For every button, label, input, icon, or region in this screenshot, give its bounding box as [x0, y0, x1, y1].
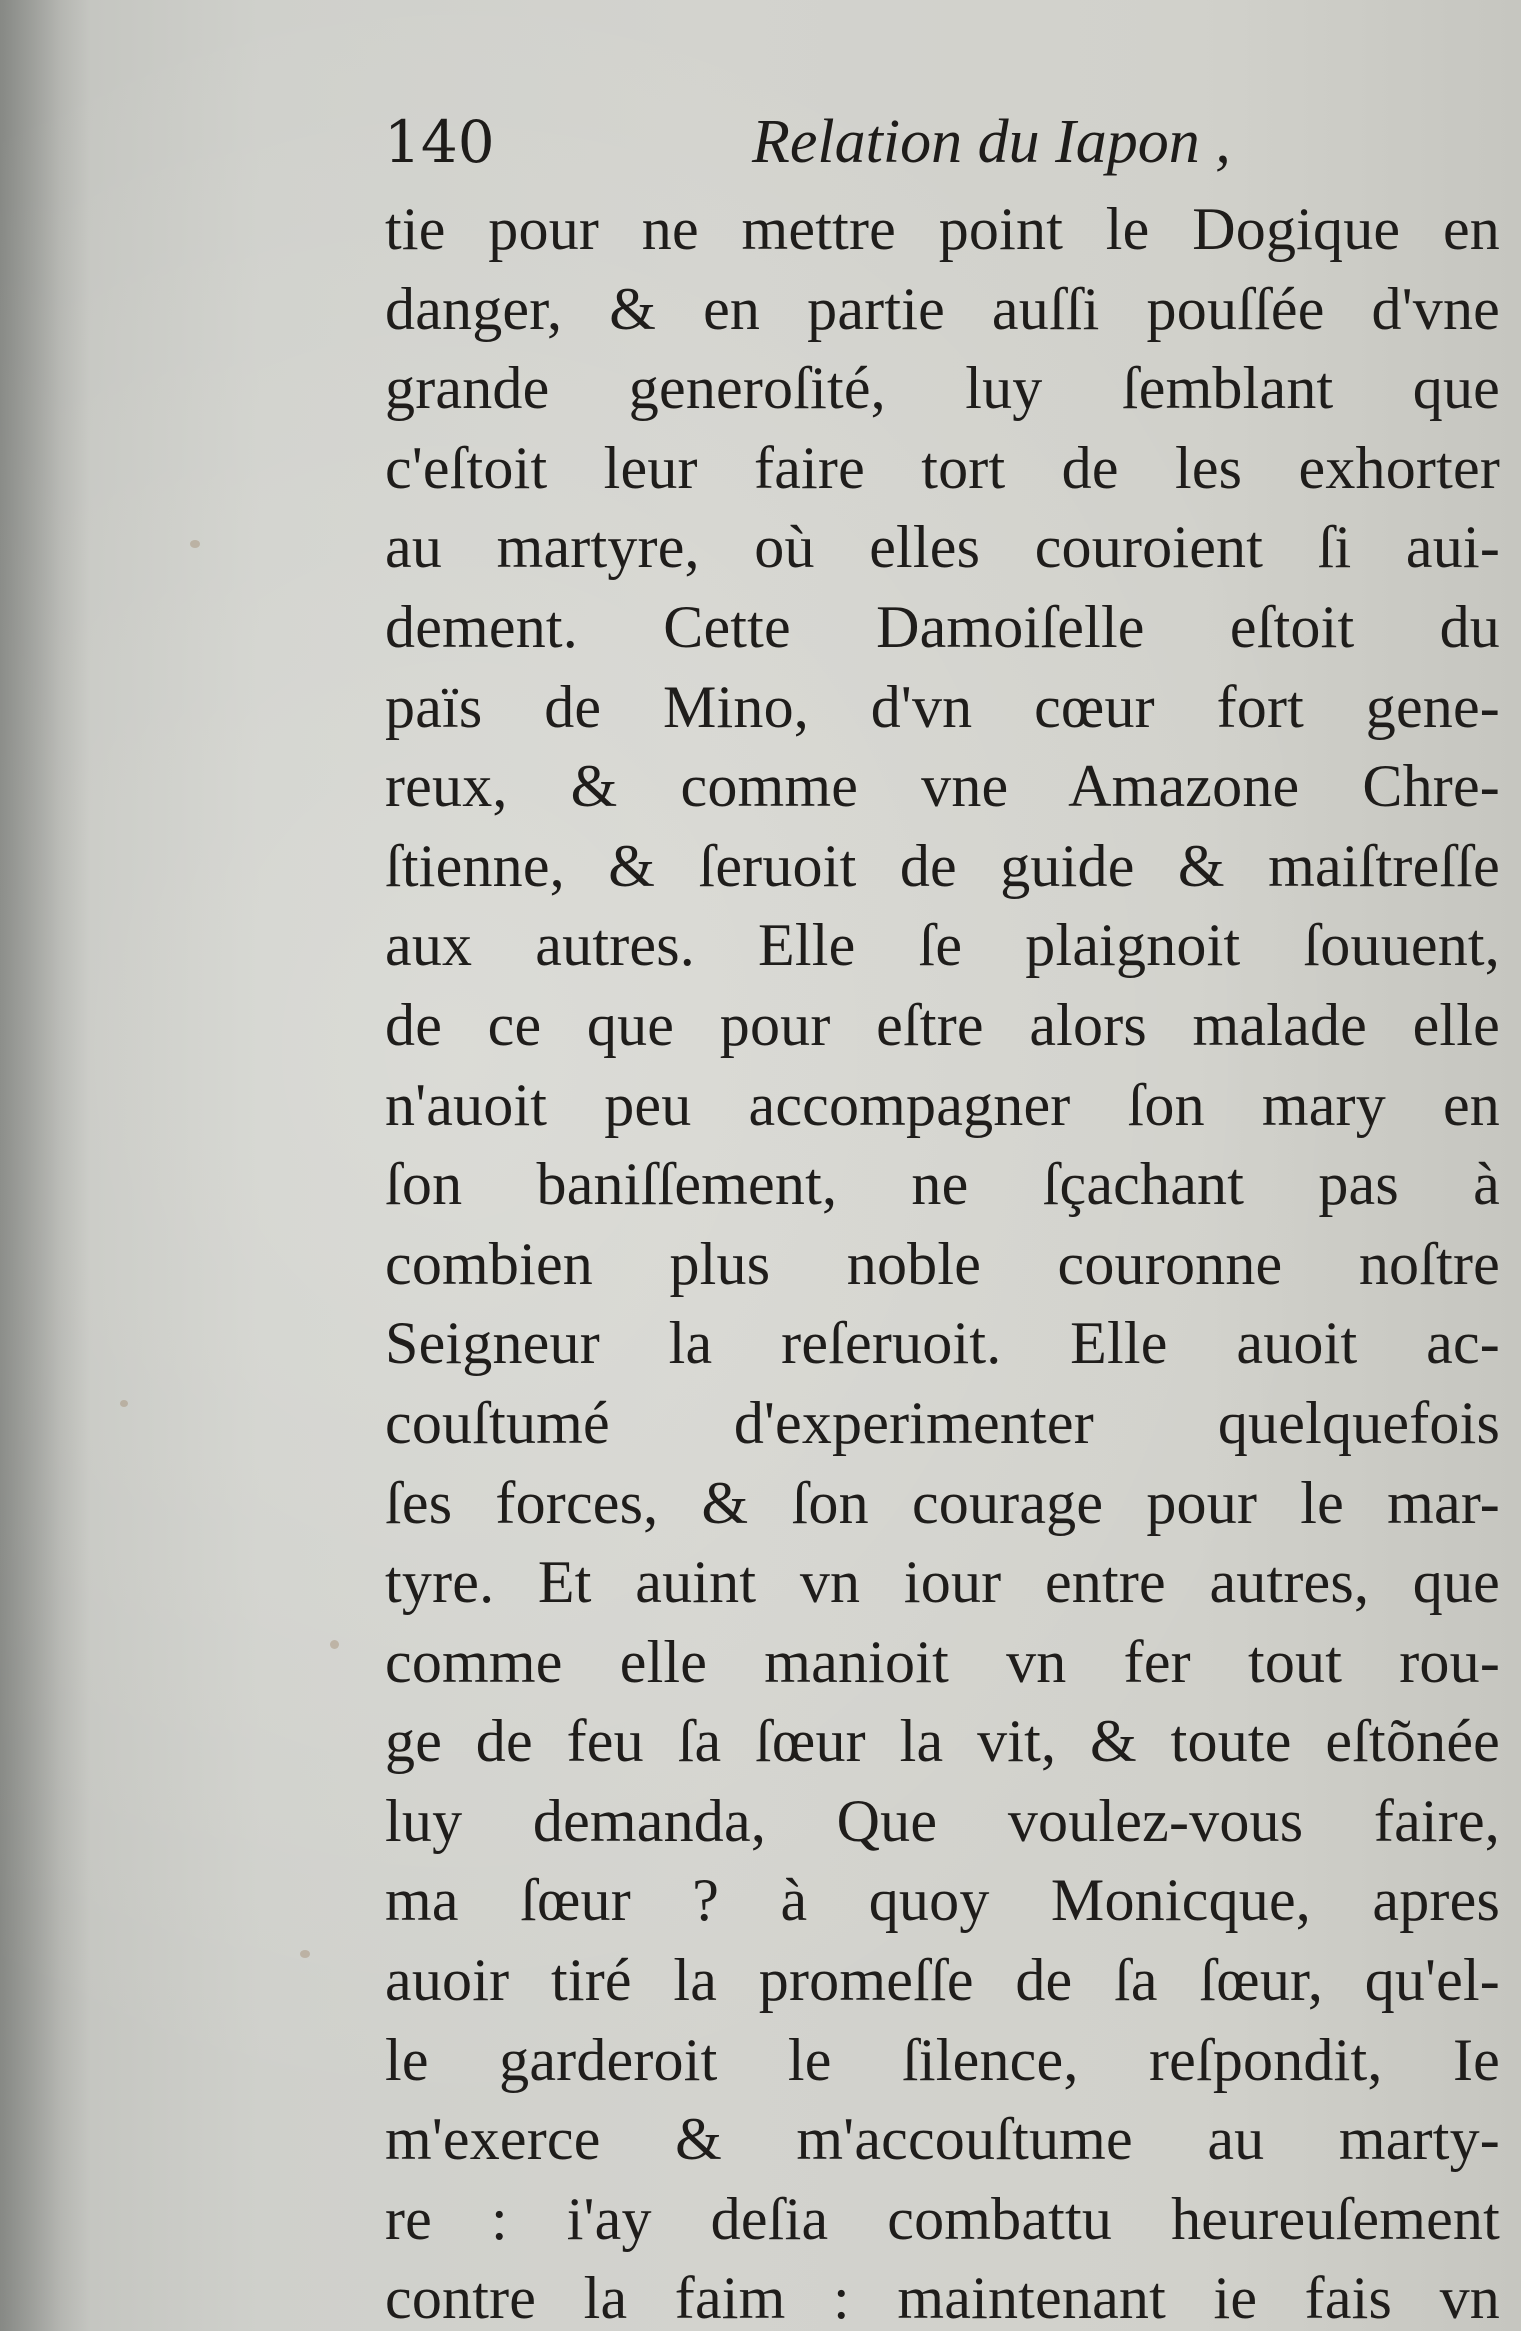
spine-shadow — [0, 0, 90, 2331]
running-header — [380, 100, 1500, 190]
paper-speck — [300, 1950, 310, 1958]
text-line: ſes forces, & ſon courage pour le mar- — [385, 1469, 1500, 1536]
text-line: n'auoit peu accompagner ſon mary en — [385, 1071, 1500, 1138]
text-line: païs de Mino, d'vn cœur fort gene- — [385, 673, 1500, 740]
text-line: c'eſtoit leur faire tort de les exhorter — [385, 434, 1500, 501]
text-line: combien plus noble couronne noſtre — [385, 1230, 1500, 1297]
text-line: dement. Cette Damoiſelle eſtoit du — [385, 593, 1500, 660]
text-line: Seigneur la reſeruoit. Elle auoit ac- — [385, 1310, 1500, 1377]
text-line: luy demanda, Que voulez-vous faire, — [385, 1787, 1500, 1854]
page-number: 140 — [384, 108, 495, 176]
text-line: aux autres. Elle ſe plaignoit ſouuent, — [385, 912, 1500, 979]
text-line: au martyre, où elles couroient ſi aui- — [385, 514, 1500, 581]
text-line: tie pour ne mettre point le Dogique en — [385, 196, 1500, 262]
text-line: auoir tiré la promeſſe de ſa ſœur, qu'el- — [385, 1947, 1500, 2014]
text-line: couſtumé d'experimenter quelquefois — [385, 1389, 1500, 1456]
paper-speck — [120, 1400, 128, 1407]
text-line: ſon baniſſement, ne ſçachant pas à — [385, 1151, 1500, 1218]
paper-speck — [330, 1640, 339, 1649]
running-title: Relation du Iapon , — [752, 108, 1231, 176]
body-text — [385, 190, 1500, 2331]
text-line: m'exerce & m'accouſtume au marty- — [385, 2106, 1500, 2173]
text-line: re : i'ay deſia combattu heureuſement — [385, 2185, 1500, 2252]
text-line: comme elle manioit vn fer tout rou- — [385, 1628, 1500, 1695]
text-line: tyre. Et auint vn iour entre autres, que — [385, 1549, 1500, 1616]
text-line: contre la faim : maintenant ie fais vn — [385, 2265, 1500, 2331]
text-line: reux, & comme vne Amazone Chre- — [385, 753, 1500, 820]
text-line: le garderoit le ſilence, reſpondit, Ie — [385, 2026, 1500, 2093]
text-line: danger, & en partie auſſi pouſſée d'vne — [385, 275, 1500, 342]
text-line: ſtienne, & ſeruoit de guide & maiſtreſſe — [385, 832, 1500, 899]
paper-speck — [190, 540, 200, 548]
text-line: ge de feu ſa ſœur la vit, & toute eſtõnée — [385, 1708, 1500, 1775]
text-line: de ce que pour eſtre alors malade elle — [385, 991, 1500, 1058]
text-line: ma ſœur ? à quoy Monicque, apres — [385, 1867, 1500, 1934]
text-line: grande generoſité, luy ſemblant que — [385, 355, 1500, 422]
